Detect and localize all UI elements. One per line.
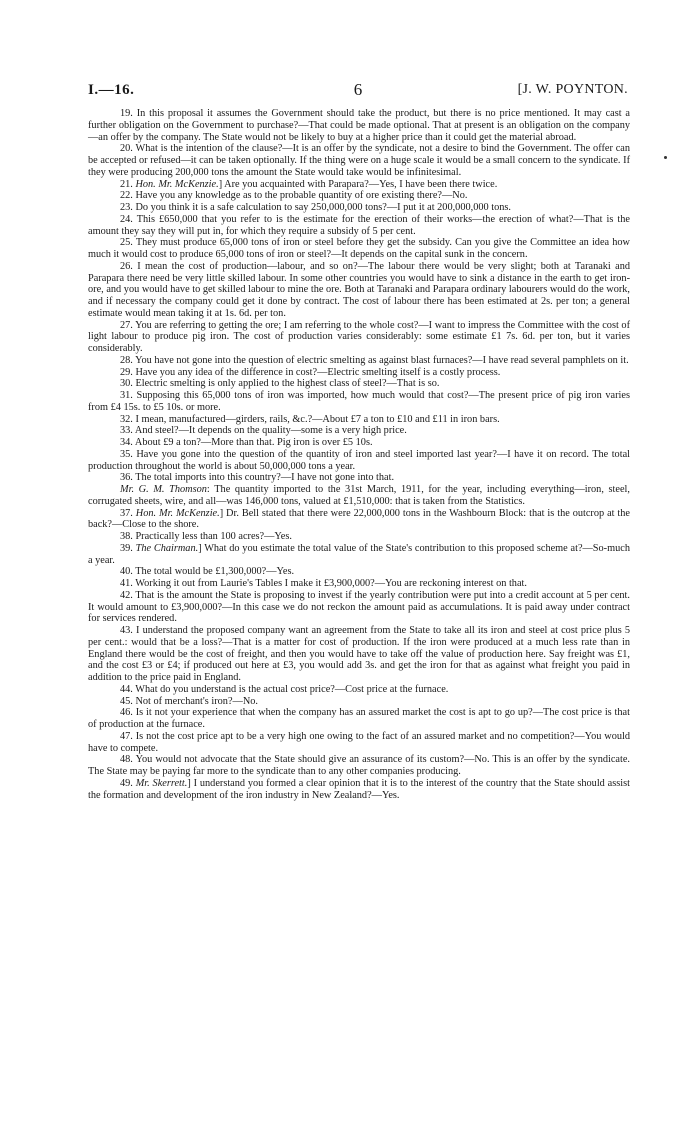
margin-mark	[664, 156, 667, 159]
paragraph-text: 44. What do you understand is the actual cost price?—Cost price at the furnace.	[120, 683, 449, 695]
evidence-paragraph	[88, 390, 630, 414]
paragraph-text: 23. Do you think it is a safe calculation to say 250,000,000 tons?—I put it at 200,000,000 tons.	[120, 202, 511, 213]
paragraph-text: 31. Supposing this 65,000 tons of iron was imported, how much would that cost?—The present price of pig iron varies from £4 15s. to £5 10s. or more.	[88, 390, 630, 413]
paragraph-text: 26. I mean the cost of production—labour, and so on?—The labour there would be very slight; both at Taranaki and Parapara there need be very little skilled labour. In some other countries you would have to sink a distance in the earth to get iron-ore, and you would have to get skilled labour to mine the ore. Both at Taranaki and Parapara ordinary labourers would do the work, and if necessary the company could get it done by contract. The cost of labour there has been estimated at 2s. per ton; a general estimate would mean taking it at 1s. 6d. per ton.	[88, 260, 630, 319]
evidence-paragraph	[88, 414, 630, 426]
paragraph-text: 29. Have you any idea of the difference in cost?—Electric smelting itself is a costly process.	[120, 366, 501, 378]
evidence-paragraph	[88, 684, 630, 696]
evidence-paragraph	[88, 472, 630, 484]
paragraph-text: 22. Have you any knowledge as to the probable quantity of ore existing there?—No.	[120, 190, 468, 202]
evidence-text	[88, 108, 630, 801]
speaker-label: 49. Mr. Skerrett.]	[120, 777, 191, 789]
paragraph-text: 38. Practically less than 100 acres?—Yes.	[120, 531, 292, 542]
evidence-paragraph	[88, 778, 630, 802]
paragraph-text: 25. They must produce 65,000 tons of iron or steel before they get the subsidy. Can you give the Committee an idea how much it would cost to produce 65,000 tons of iron or steel?—It depends on the capital sunk in the concern.	[88, 237, 630, 260]
paragraph-text: The quantity imported to the 31st March, 1911, for the year, including everything—iron, steel, corrugated sheets, wire, and all—was 146,000 tons, valued at £1,510,000: that is taken from the Statistics.	[88, 484, 630, 507]
evidence-paragraph	[88, 437, 630, 449]
paragraph-text: 47. Is not the cost price apt to be a very high one owing to the fact of an assured market and no competition?—You would have to compete.	[88, 730, 630, 754]
paragraph-text: 28. You have not gone into the question of electric smelting as against blast furnaces?—I have read several pamphlets on it.	[120, 354, 629, 366]
paragraph-text: 33. And steel?—It depends on the quality—some is a very high price.	[120, 425, 407, 437]
evidence-paragraph	[88, 484, 630, 508]
paragraph-text: 34. About £9 a ton?—More than that. Pig iron is over £5 10s.	[120, 437, 373, 448]
paragraph-text: I understand you formed a clear opinion that it is to the interest of the country that the State should assist the formation and development of the iron industry in New Zealand?—Yes.	[88, 777, 630, 801]
evidence-paragraph	[88, 508, 630, 532]
evidence-paragraph	[88, 355, 630, 367]
evidence-paragraph	[88, 543, 630, 567]
witness-name: [J. W. POYNTON.	[517, 82, 628, 97]
evidence-paragraph	[88, 425, 630, 437]
evidence-paragraph	[88, 367, 630, 379]
evidence-paragraph	[88, 625, 630, 684]
paper-reference: I.—16.	[88, 82, 135, 98]
paragraph-text: 20. What is the intention of the clause?—It is an offer by the syndicate, not a desire to bind the Government. The offer can be accepted or refused—it can be taken optionally. If the thing were on a huge scale it would be a small concern to the syndicate. If they were producing 200,000 tons the amount the State would take would be infinitesimal.	[88, 143, 630, 178]
paragraph-text: 40. The total would be £1,300,000?—Yes.	[120, 566, 295, 578]
paragraph-text: 46. Is it not your experience that when the company has an assured market the cost is apt to go up?—The cost price is that of production at the furnace.	[88, 707, 630, 730]
evidence-paragraph	[88, 214, 630, 238]
paragraph-text: 19. In this proposal it assumes the Government should take the product, but there is no price mentioned. It may cast a further obligation on the Government to purchase?—That could be made optional. That at present is an obligation on the company—an offer by the company. The State would not be likely to buy at a higher price than it could get the material abroad.	[88, 108, 630, 143]
paragraph-text: 27. You are referring to getting the ore; I am referring to the whole cost?—I want to impress the Committee with the cost of light labour to produce pig iron. The cost of production varies considerably: some estimate £1 7s. 6d. per ton, but it varies considerably.	[88, 319, 630, 354]
evidence-paragraph	[88, 179, 630, 191]
evidence-paragraph	[88, 449, 630, 473]
paragraph-text: 42. That is the amount the State is proposing to invest if the yearly contribution were put into a credit account at 5 per cent. It would amount to £3,900,000?—In this case we do not reckon the amount paid as accumulations. It is paid away under contract for services rendered.	[88, 589, 630, 625]
paragraph-text: 36. The total imports into this country?—I have not gone into that.	[120, 472, 395, 484]
paragraph-text: 45. Not of merchant's iron?—No.	[120, 695, 258, 707]
evidence-paragraph	[88, 754, 630, 778]
paragraph-text: Dr. Bell stated that there were 22,000,000 tons in the Washbourn Block: that is the outcrop at the back?—Close to the shore.	[88, 507, 630, 531]
evidence-paragraph	[88, 108, 630, 143]
speaker-label: 21. Hon. Mr. McKenzie.]	[120, 178, 223, 190]
speaker-label: Mr. G. M. Thomson:	[120, 484, 210, 495]
evidence-paragraph	[88, 590, 630, 625]
evidence-paragraph	[88, 707, 630, 731]
evidence-paragraph	[88, 261, 630, 320]
paragraph-text: What do you estimate the total value of the State's contribution to this proposed scheme at?—So-much a year.	[88, 542, 630, 566]
evidence-paragraph	[88, 320, 630, 355]
evidence-paragraph	[88, 378, 630, 390]
paragraph-text: 43. I understand the proposed company want an agreement from the State to take all its iron and steel at cost price plus 5 per cent.: would that be a loss?—That is a matter for cost of production. If the iron were produced at a much less rate than in England there would be the cost of freight, and then you would have to take off the value of production here. Say freight was £1, and the cost £3 or £4; if produced out here at £3, you would add 3s. and get the iron for that as against what freight you paid in addition to the price paid in England.	[88, 625, 630, 683]
evidence-paragraph	[88, 696, 630, 708]
paragraph-text: 24. This £650,000 that you refer to is the estimate for the erection of their works—the erection of what?—That is the amount they say they will put in, for which they require a subsidy of 5 per cent.	[88, 213, 630, 237]
evidence-paragraph	[88, 731, 630, 755]
paragraph-text: 48. You would not advocate that the State should give an assurance of its custom?—No. This is an offer by the syndicate. The State may be paying far more to the syndicate than to any other companies producing.	[88, 754, 630, 777]
evidence-paragraph	[88, 237, 630, 261]
evidence-paragraph	[88, 531, 630, 543]
evidence-paragraph	[88, 566, 630, 578]
paragraph-text: 32. I mean, manufactured—girders, rails, &c.?—About £7 a ton to £10 and £11 in iron bars.	[120, 413, 500, 425]
evidence-paragraph	[88, 143, 630, 178]
evidence-paragraph	[88, 190, 630, 202]
paragraph-text: 35. Have you gone into the question of the quantity of iron and steel imported last year?—I have it on record. The total production throughout the world is about 50,000,000 tons a year.	[88, 448, 630, 472]
speaker-label: 39. The Chairman.]	[120, 542, 202, 554]
evidence-paragraph	[88, 202, 630, 214]
speaker-label: 37. Hon. Mr. McKenzie.]	[120, 507, 224, 519]
evidence-paragraph	[88, 578, 630, 590]
paragraph-text: 41. Working it out from Laurie's Tables I make it £3,900,000?—You are reckoning interest on that.	[120, 578, 527, 589]
paragraph-text: 30. Electric smelting is only applied to the highest class of steel?—That is so.	[120, 378, 440, 390]
paragraph-text: Are you acquainted with Parapara?—Yes, I have been there twice.	[222, 178, 498, 190]
page-number: 6	[353, 80, 363, 99]
page-header	[88, 82, 628, 104]
